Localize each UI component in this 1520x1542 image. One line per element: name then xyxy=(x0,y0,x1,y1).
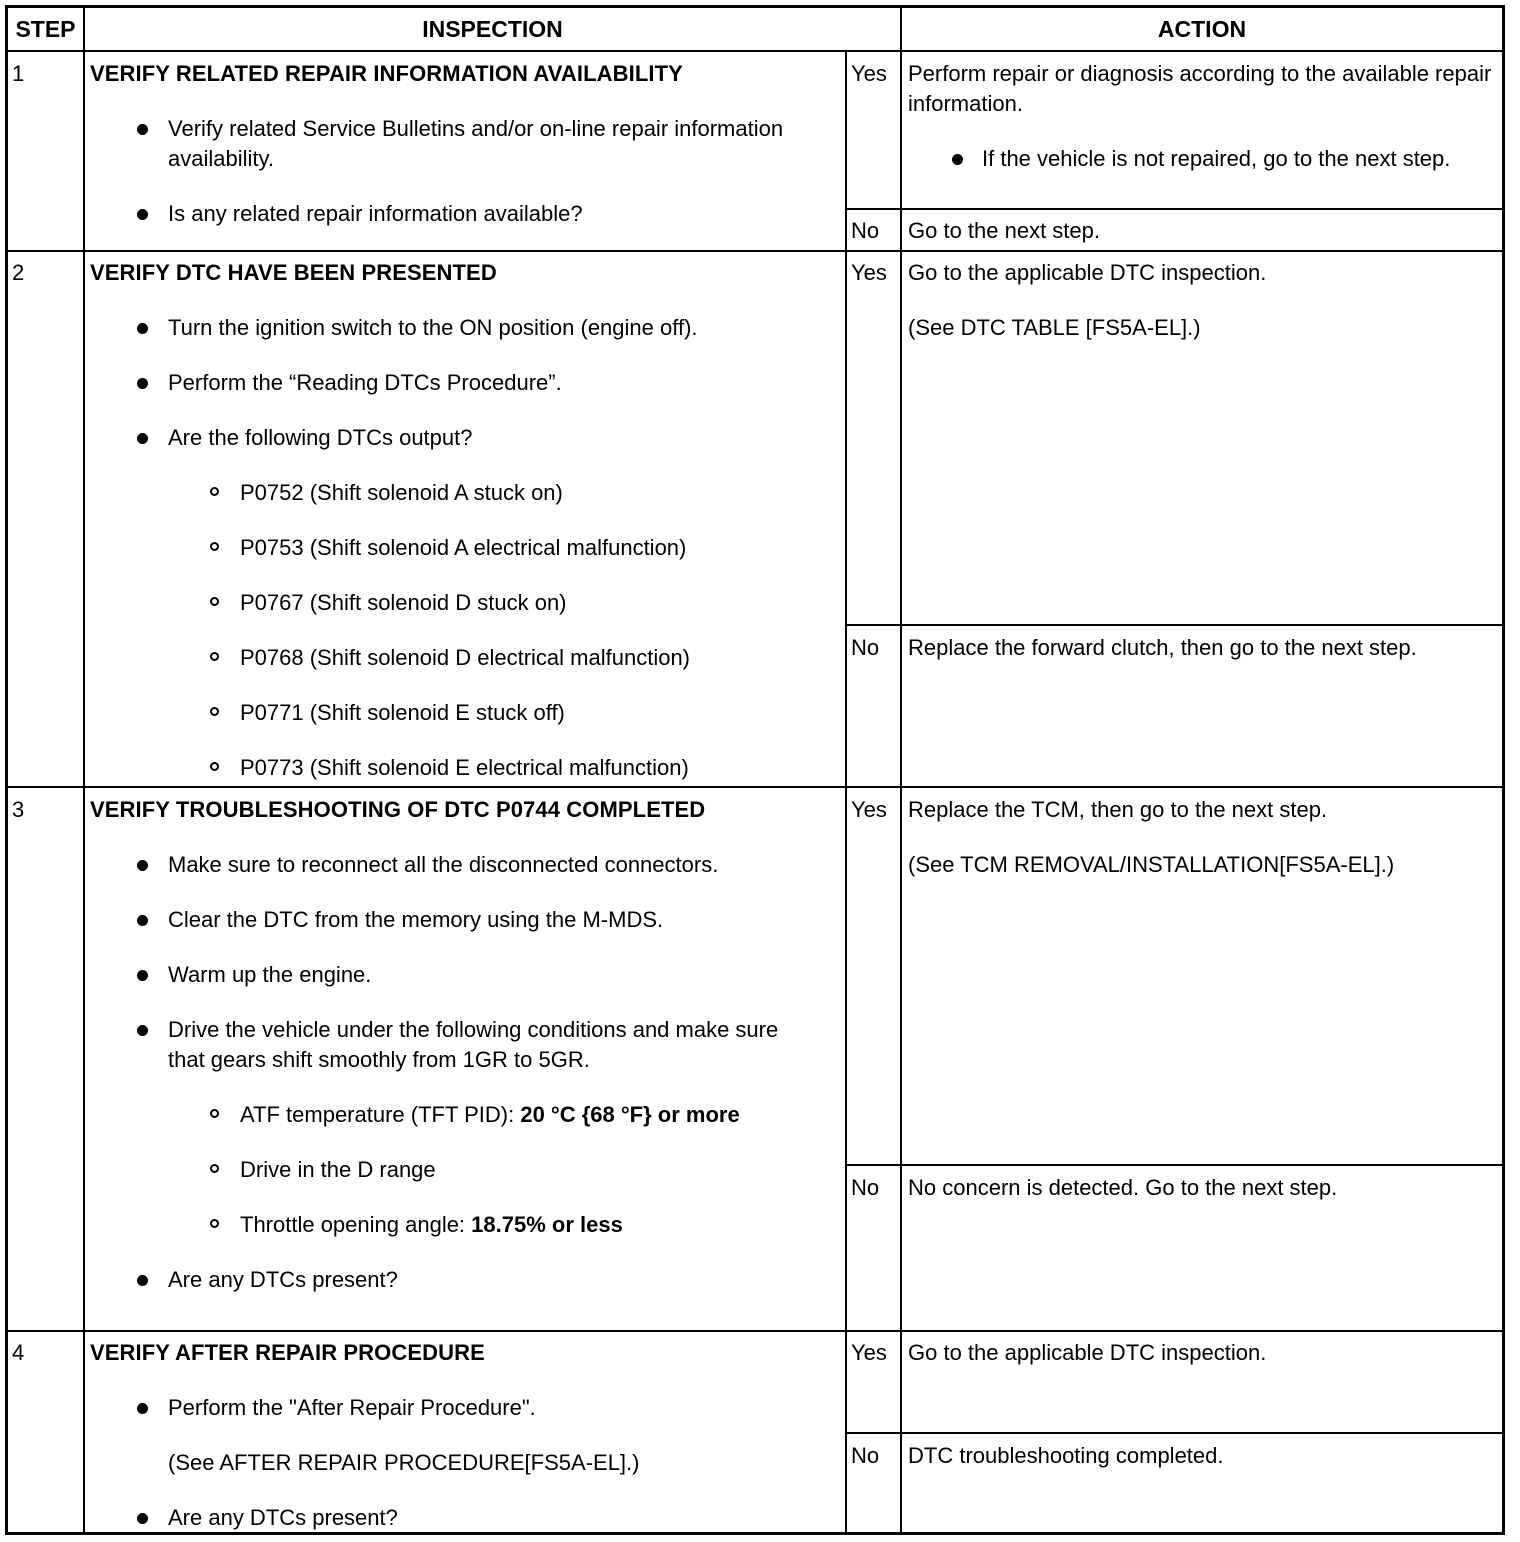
condition-item xyxy=(90,1210,845,1240)
dtc-list-item: P0768 (Shift solenoid D electrical malfunction) xyxy=(90,643,845,673)
column-divider-yes-no-row1 xyxy=(845,52,847,205)
action-yes xyxy=(908,795,1502,880)
row3-divider xyxy=(8,1330,1502,1332)
action-text: Replace the TCM, then go to the next step. xyxy=(908,797,1328,822)
inspection-bullet: Perform the "After Repair Procedure". xyxy=(90,1393,845,1423)
action-yes: Go to the applicable DTC inspection. xyxy=(908,1340,1267,1365)
yes-label: Yes xyxy=(851,61,887,86)
yes-label: Yes xyxy=(851,797,887,822)
inspection-bullet: Are the following DTCs output? xyxy=(90,423,845,453)
condition-value: 20 °C {68 °F} or more xyxy=(520,1102,740,1127)
action-no: DTC troubleshooting completed. xyxy=(908,1443,1224,1468)
inspection-bullet: Warm up the engine. xyxy=(90,960,845,990)
no-label: No xyxy=(851,218,880,243)
no-label: No xyxy=(851,1175,880,1200)
step-number: 2 xyxy=(12,260,25,285)
inspection-title: VERIFY DTC HAVE BEEN PRESENTED xyxy=(90,260,497,285)
inspection-bullet: Turn the ignition switch to the ON position (engine off). xyxy=(90,313,845,343)
action-text: Go to the applicable DTC inspection. xyxy=(908,260,1267,285)
action-no: Go to the next step. xyxy=(908,218,1101,243)
action-bullet: If the vehicle is not repaired, go to the next step. xyxy=(908,144,1502,174)
header-inspection: INSPECTION xyxy=(422,16,563,42)
action-no: Replace the forward clutch, then go to the next step. xyxy=(908,635,1417,660)
dtc-list-item: P0771 (Shift solenoid E stuck off) xyxy=(90,698,845,728)
action-yes xyxy=(908,258,1502,343)
inspection-bullet: Clear the DTC from the memory using the M-MDS. xyxy=(90,905,845,935)
yes-label: Yes xyxy=(851,260,887,285)
inspection-bullet: Are any DTCs present? xyxy=(90,1265,845,1295)
action-no: No concern is detected. Go to the next step. xyxy=(908,1175,1338,1200)
condition-value: 18.75% or less xyxy=(471,1212,623,1237)
inspection-bullet: Is any related repair information available? xyxy=(90,199,845,229)
row2-yes-no-divider xyxy=(845,624,1502,626)
inspection-cell xyxy=(90,795,845,1295)
condition-item xyxy=(90,1100,845,1130)
inspection-title: VERIFY AFTER REPAIR PROCEDURE xyxy=(90,1340,485,1365)
inspection-cell xyxy=(90,1338,845,1533)
condition-item: Drive in the D range xyxy=(90,1155,845,1185)
action-reference-link[interactable]: (See TCM REMOVAL/INSTALLATION[FS5A-EL].) xyxy=(908,852,1395,877)
inspection-title: VERIFY TROUBLESHOOTING OF DTC P0744 COMPLETED xyxy=(90,797,706,822)
condition-label: ATF temperature (TFT PID): xyxy=(240,1102,521,1127)
action-reference-link[interactable]: (See DTC TABLE [FS5A-EL].) xyxy=(908,315,1201,340)
dtc-list-item: P0773 (Shift solenoid E electrical malfunction) xyxy=(90,753,845,783)
inspection-bullet: Drive the vehicle under the following conditions and make sure that gears shift smoothly from 1GR to 5GR. xyxy=(90,1015,845,1075)
row4-yes-no-divider xyxy=(845,1432,1502,1434)
inspection-title: VERIFY RELATED REPAIR INFORMATION AVAILABILITY xyxy=(90,61,683,86)
yes-label: Yes xyxy=(851,1340,887,1365)
dtc-list-item: P0752 (Shift solenoid A stuck on) xyxy=(90,478,845,508)
column-divider-step xyxy=(83,8,85,1532)
dtc-list-item: P0753 (Shift solenoid A electrical malfunction) xyxy=(90,533,845,563)
row1-divider xyxy=(8,250,1502,252)
procedure-reference-link[interactable]: (See AFTER REPAIR PROCEDURE[FS5A-EL].) xyxy=(168,1450,640,1475)
action-yes xyxy=(908,59,1502,174)
condition-label: Throttle opening angle: xyxy=(240,1212,472,1237)
inspection-bullet: Make sure to reconnect all the disconnected connectors. xyxy=(90,850,845,880)
step-number: 4 xyxy=(12,1340,25,1365)
row3-yes-no-divider xyxy=(845,1164,1502,1166)
inspection-bullet: Verify related Service Bulletins and/or on-line repair information availability. xyxy=(90,114,845,174)
dtc-list-item: P0767 (Shift solenoid D stuck on) xyxy=(90,588,845,618)
inspection-bullet: Perform the “Reading DTCs Procedure”. xyxy=(90,368,845,398)
troubleshooting-table xyxy=(5,5,1505,1535)
step-number: 3 xyxy=(12,797,25,822)
header-step: STEP xyxy=(15,16,76,42)
no-label: No xyxy=(851,635,880,660)
inspection-cell xyxy=(90,258,845,783)
action-text: Perform repair or diagnosis according to the available repair information. xyxy=(908,61,1492,116)
header-divider xyxy=(8,50,1502,52)
row2-divider xyxy=(8,786,1502,788)
step-number: 1 xyxy=(12,61,25,86)
header-action: ACTION xyxy=(1157,16,1247,42)
inspection-cell xyxy=(90,59,845,229)
column-divider-yes-no xyxy=(845,205,847,1532)
no-label: No xyxy=(851,1443,880,1468)
inspection-bullet: Are any DTCs present? xyxy=(90,1503,845,1533)
row1-yes-no-divider xyxy=(845,208,1502,210)
